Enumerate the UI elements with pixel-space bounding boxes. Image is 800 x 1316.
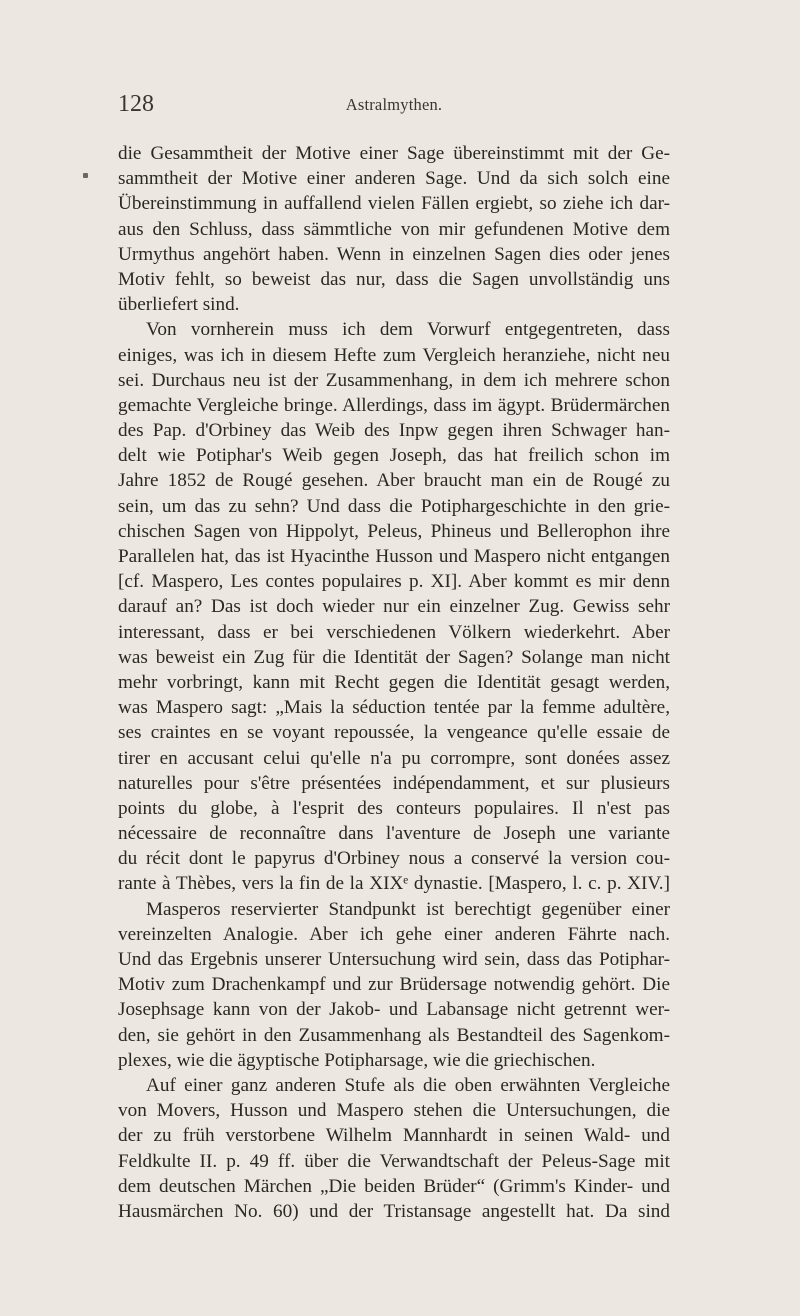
text-line: Masperos reservierter Standpunkt ist berechtigt gegenüber einer [146,898,670,920]
text-line: gemachte Vergleiche bringe. Allerdings, dass im ägypt. Brüdermärchen [118,394,670,416]
text-line: einiges, was ich in diesem Hefte zum Vergleich heranziehe, nicht neu [118,344,670,366]
text-line: Motiv fehlt, so beweist das nur, dass die Sagen unvollständig uns [118,268,670,290]
text-line: rante à Thèbes, vers la fin de la XIXᵉ dynastie. [Maspero, l. c. p. XIV.] [118,873,670,895]
text-line: was beweist ein Zug für die Identität der Sagen? Solange man nicht [118,646,670,668]
text-line: sei. Durchaus neu ist der Zusammenhang, in dem ich mehrere schon [118,369,670,391]
text-line: aus den Schluss, dass sämmtliche von mir gefundenen Motive dem [118,218,670,240]
page-header [118,92,670,122]
text-line: Urmythus angehört haben. Wenn in einzelnen Sagen dies oder jenes [118,243,670,265]
text-line: [cf. Maspero, Les contes populaires p. XI]. Aber kommt es mir denn [118,571,670,593]
text-line: tirer en accusant celui qu'elle n'a pu corrompre, sont donées assez [118,747,670,769]
text-line: du récit dont le papyrus d'Orbiney nous a conservé la version cou- [118,848,670,870]
text-line: die Gesammtheit der Motive einer Sage übereinstimmt mit der Ge- [118,143,670,164]
text-line: den, sie gehört in den Zusammenhang als Bestandteil des Sagenkom- [118,1024,670,1046]
text-line: sein, um das zu sehn? Und dass die Potiphargeschichte in den grie- [118,495,670,517]
text-line: überliefert sind. [118,294,240,316]
text-line: plexes, wie die ägyptische Potipharsage, wie die griechischen. [118,1049,596,1071]
text-line: Von vornherein muss ich dem Vorwurf entgegentreten, dass [146,319,670,341]
body-text [118,141,670,1224]
text-line: sammtheit der Motive einer anderen Sage. Und da sich solch eine [118,168,670,190]
text-line: des Pap. d'Orbiney das Weib des Inpw gegen ihren Schwager han- [118,420,670,442]
text-line: Motiv zum Drachenkampf und zur Brüdersage notwendig gehört. Die [118,974,670,996]
text-line: Hausmärchen No. 60) und der Tristansage angestellt hat. Da sind [118,1200,670,1222]
text-line: delt wie Potiphar's Weib gegen Joseph, das hat freilich schon im [118,445,670,467]
text-line: Übereinstimmung in auffallend vielen Fällen ergiebt, so ziehe ich dar- [118,193,670,215]
text-line: interessant, dass er bei verschiedenen Völkern wiederkehrt. Aber [118,621,670,643]
text-line: Josephsage kann von der Jakob- und Labansage nicht getrennt wer- [118,999,670,1021]
text-line: darauf an? Das ist doch wieder nur ein einzelner Zug. Gewiss sehr [118,596,670,618]
text-line: nécessaire de reconnaître dans l'aventure de Joseph une variante [118,823,670,845]
text-line: Auf einer ganz anderen Stufe als die oben erwähnten Vergleiche [146,1074,670,1096]
text-line: was Maspero sagt: „Mais la séduction tentée par la femme adultère, [118,697,670,719]
text-line: vereinzelten Analogie. Aber ich gehe einer anderen Fährte nach. [118,923,670,945]
text-line: chischen Sagen von Hippolyt, Peleus, Phineus und Bellerophon ihre [118,520,670,542]
text-line: ses craintes en se voyant repoussée, la vengeance qu'elle essaie de [118,722,670,744]
text-line: von Movers, Husson und Maspero stehen die Untersuchungen, die [118,1100,670,1122]
text-line: Parallelen hat, das ist Hyacinthe Husson und Maspero nicht entgangen [118,546,670,567]
text-line: points du globe, à l'esprit des conteurs populaires. Il n'est pas [118,797,670,819]
text-line: naturelles pour s'être présentées indépendamment, et sur plusieurs [118,772,670,794]
text-line: Und das Ergebnis unserer Untersuchung wird sein, dass das Potiphar- [118,949,670,970]
margin-mark [83,173,88,178]
running-title: Astralmythen. [345,95,443,114]
text-line: mehr vorbringt, kann mit Recht gegen die Identität gesagt werden, [118,671,670,693]
text-line: Jahre 1852 de Rougé gesehen. Aber braucht man ein de Rougé zu [118,470,670,492]
text-line: dem deutschen Märchen „Die beiden Brüder“ (Grimm's Kinder- und [118,1175,670,1197]
page-number: 128 [118,91,154,117]
text-line: Feldkulte II. p. 49 ff. über die Verwandtschaft der Peleus-Sage mit [118,1150,670,1172]
text-line: der zu früh verstorbene Wilhelm Mannhardt in seinen Wald- und [118,1125,670,1147]
